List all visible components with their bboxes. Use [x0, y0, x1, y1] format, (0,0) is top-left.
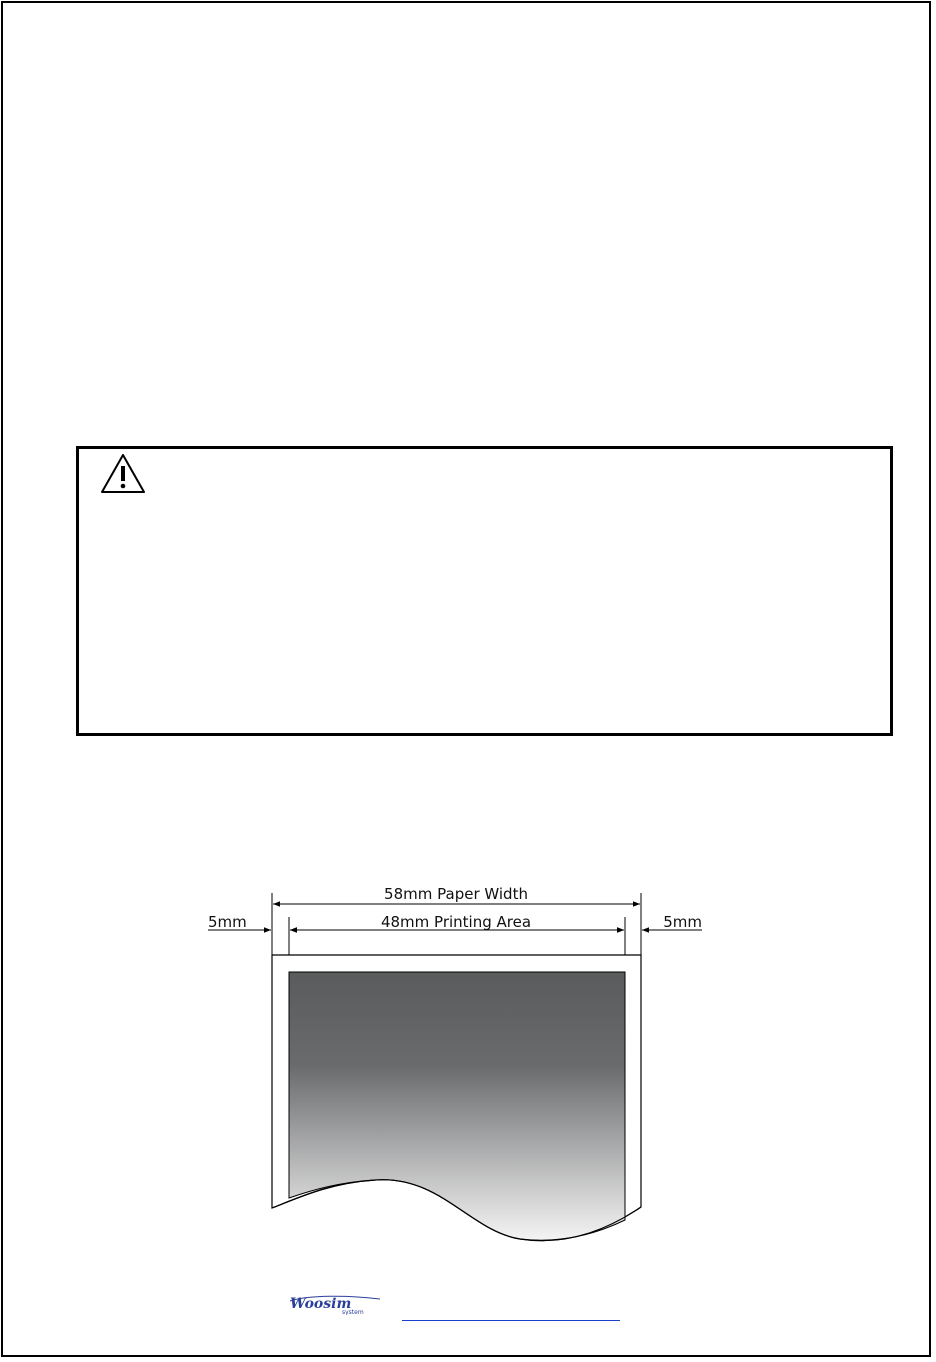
- logo-subtext: system: [342, 1309, 364, 1315]
- printing-area-label: 48mm Printing Area: [380, 913, 532, 931]
- left-margin-label: 5mm: [208, 913, 247, 931]
- printing-area: [289, 972, 625, 1240]
- logo-text: Woosim: [290, 1296, 352, 1312]
- woosim-logo: [288, 1293, 384, 1315]
- warning-triangle-icon: [100, 452, 146, 494]
- paper-width-diagram: [200, 875, 712, 1250]
- right-margin-label: 5mm: [663, 913, 702, 931]
- caution-notice-box: [76, 446, 893, 736]
- paper-width-label: 58mm Paper Width: [384, 885, 528, 903]
- website-link[interactable]: [402, 1303, 620, 1321]
